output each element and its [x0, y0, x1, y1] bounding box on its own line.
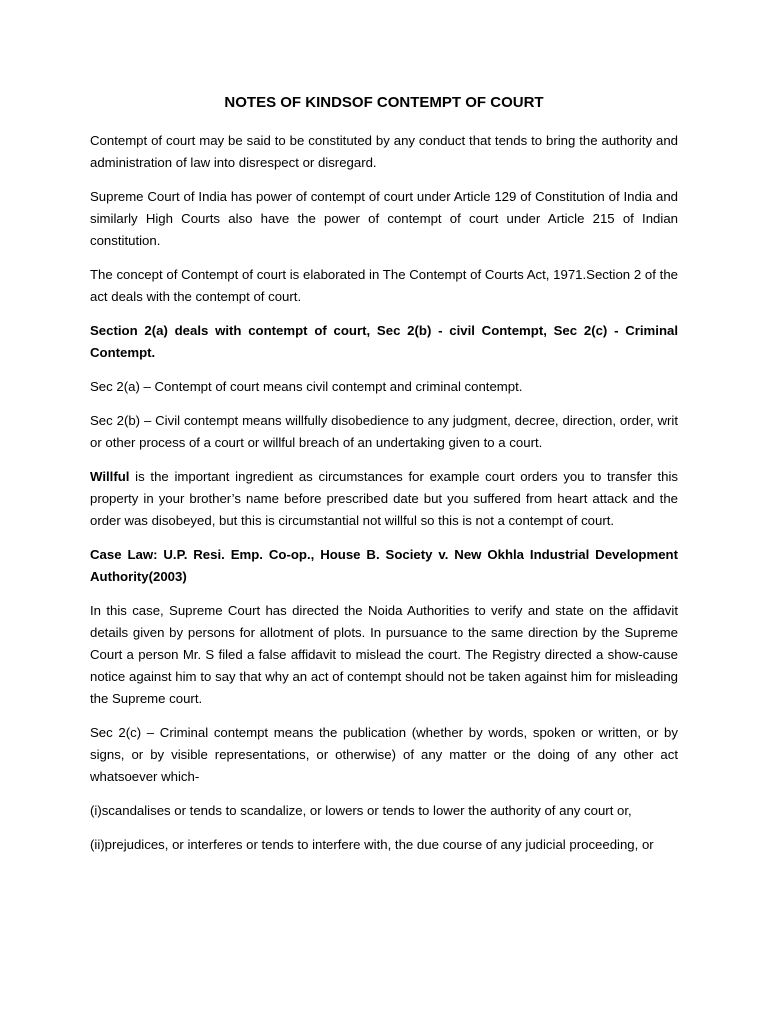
paragraph-definition: Contempt of court may be said to be constituted by any conduct that tends to bring the authority and administration of law into disrespect or disregard. — [90, 133, 678, 170]
document-title: NOTES OF KINDSOF CONTEMPT OF COURT — [224, 94, 544, 111]
paragraph-sec-2b: Sec 2(b) – Civil contempt means willfully disobedience to any judgment, decree, direction, order, writ or other process of a court or willful breach of an undertaking given to a court. — [90, 413, 678, 450]
willful-explanation: is the important ingredient as circumstances for example court orders you to transfer this property in your brother’s name before prescribed date but you suffered from heart attack and the order was disobeyed, but this is circumstantial not willful so this is not a contempt of court. — [90, 469, 678, 528]
paragraph-supreme-court-power: Supreme Court of India has power of contempt of court under Article 129 of Constitution of India and similarly High Courts also have the power of contempt of court under Article 215 of Indian constitution. — [90, 189, 678, 248]
paragraph-case-law-heading: Case Law: U.P. Resi. Emp. Co-op., House B. Society v. New Okhla Industrial Development Authority(2003) — [90, 547, 678, 584]
paragraph-clause-ii: (ii)prejudices, or interferes or tends to interfere with, the due course of any judicial proceeding, or — [90, 837, 654, 852]
paragraph-contempt-act: The concept of Contempt of court is elaborated in The Contempt of Courts Act, 1971.Section 2 of the act deals with the contempt of court. — [90, 267, 678, 304]
paragraph-case-details: In this case, Supreme Court has directed the Noida Authorities to verify and state on the affidavit details given by persons for allotment of plots. In pursuance to the same direction by the Supreme Court a person Mr. S filed a false affidavit to mislead the court. The Registry directed a show-cause notice against him to say that why an act of contempt should not be taken against him for misleading the Supreme court. — [90, 603, 678, 706]
paragraph-willful — [90, 466, 678, 532]
paragraph-sec-2a: Sec 2(a) – Contempt of court means civil contempt and criminal contempt. — [90, 379, 523, 394]
willful-term: Willful — [90, 469, 130, 484]
document-body — [90, 93, 678, 868]
paragraph-section-2-heading: Section 2(a) deals with contempt of court, Sec 2(b) - civil Contempt, Sec 2(c) - Criminal Contempt. — [90, 323, 678, 360]
paragraph-clause-i: (i)scandalises or tends to scandalize, or lowers or tends to lower the authority of any court or, — [90, 803, 632, 818]
paragraph-sec-2c: Sec 2(c) – Criminal contempt means the publication (whether by words, spoken or written, or by signs, or by visible representations, or otherwise) of any matter or the doing of any other act whatsoever which- — [90, 725, 678, 784]
